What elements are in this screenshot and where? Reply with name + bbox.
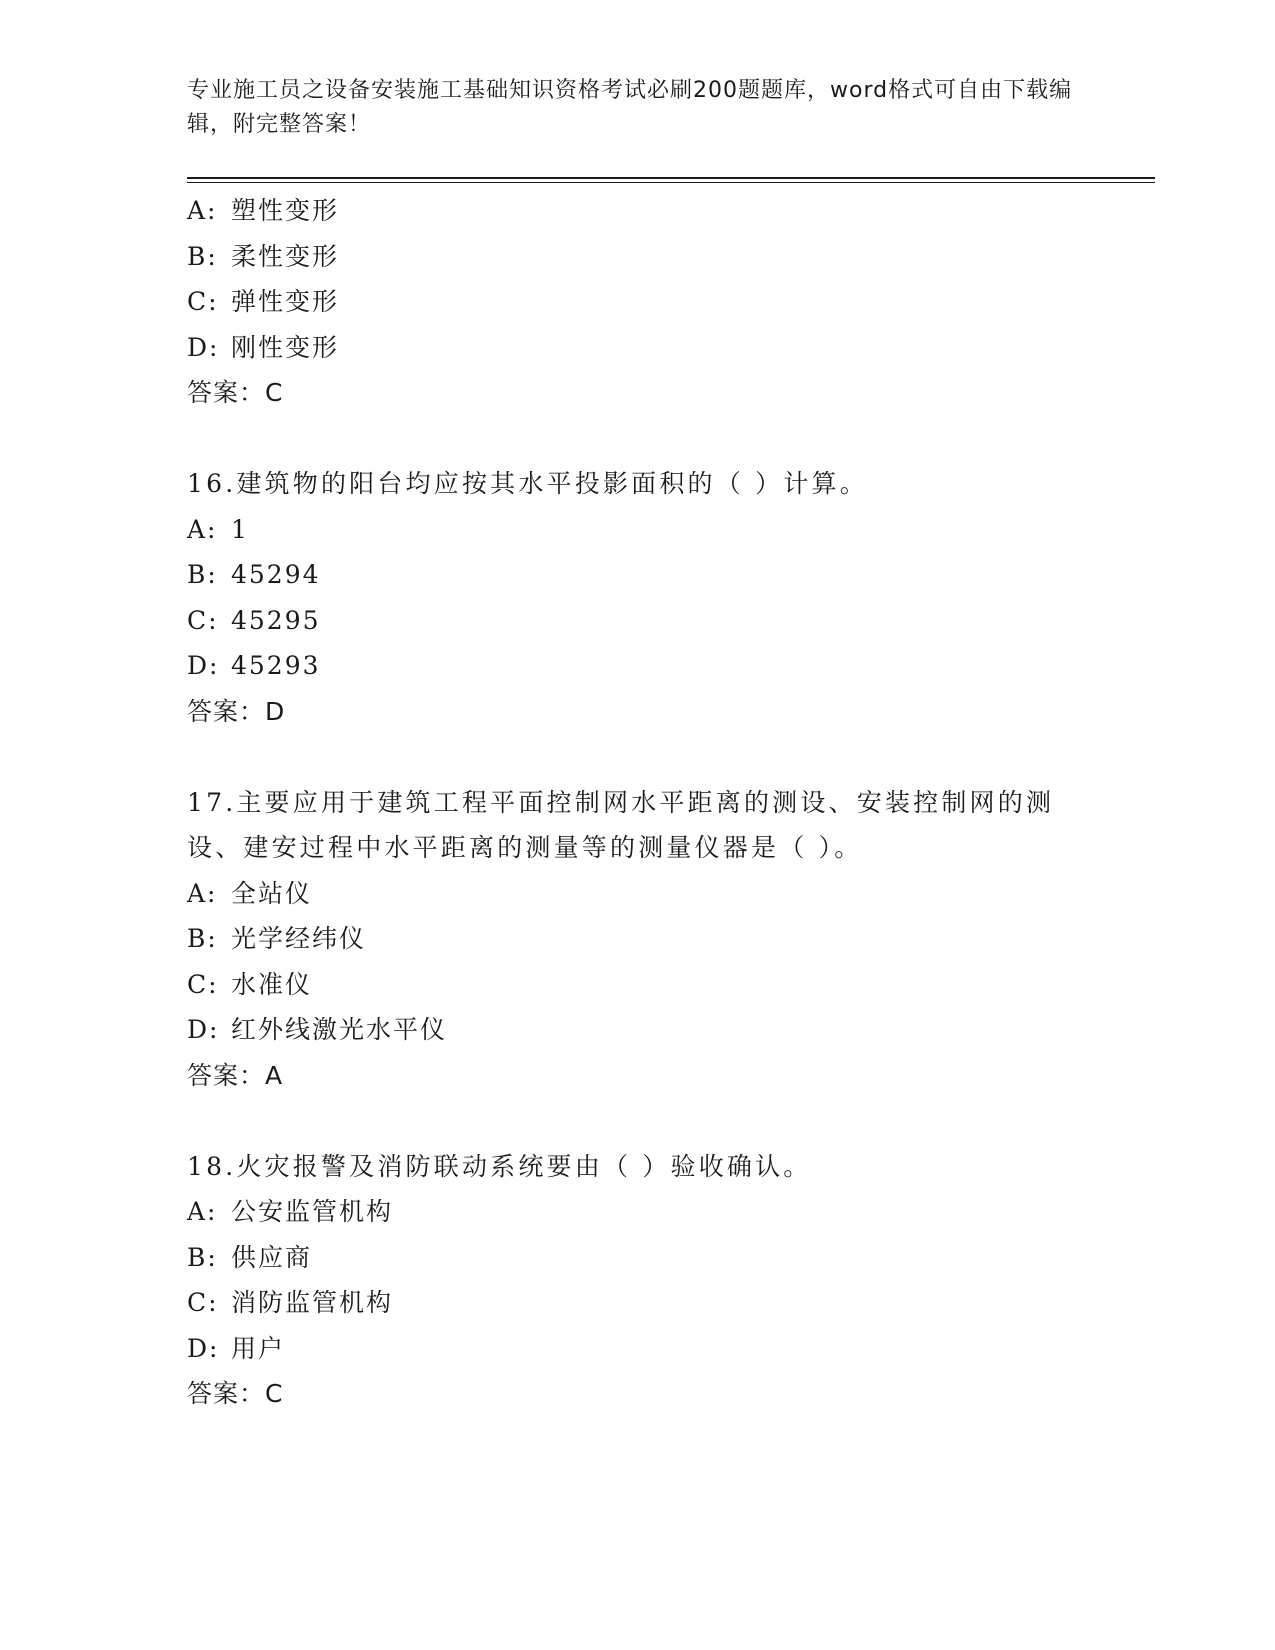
option-a <box>187 1189 1087 1235</box>
option-letter: B: <box>187 924 218 953</box>
question-15 <box>187 188 1087 416</box>
option-d <box>187 325 1087 371</box>
answer-line: 答案：A <box>187 1060 284 1090</box>
header-divider <box>187 177 1155 179</box>
option-a <box>187 871 1087 917</box>
question-list <box>187 188 1087 1417</box>
option-a <box>187 188 1087 234</box>
option-text: 45293 <box>231 651 321 680</box>
question-18 <box>187 1144 1087 1417</box>
option-letter: D: <box>187 332 220 362</box>
option-letter: B: <box>187 560 218 589</box>
answer-line: 答案：C <box>187 1379 284 1408</box>
option-text: 全站仪 <box>231 878 313 908</box>
option-letter: D: <box>187 651 220 680</box>
option-text: 45295 <box>231 605 321 635</box>
option-d <box>187 1326 1087 1372</box>
option-a <box>187 507 1087 553</box>
document-header: 专业施工员之设备安装施工基础知识资格考试必刷200题题库，word格式可自由下载编辑，附完整答案！ <box>187 78 1073 137</box>
option-letter: B: <box>187 1242 218 1272</box>
spacer <box>187 416 1087 462</box>
question-text: 16.建筑物的阳台均应按其水平投影面积的（ ）计算。 <box>187 469 868 498</box>
option-text: 塑性变形 <box>231 196 340 225</box>
option-letter: B: <box>187 241 218 271</box>
option-b <box>187 552 1087 598</box>
option-b <box>187 1235 1087 1281</box>
question-text: 17.主要应用于建筑工程平面控制网水平距离的测设、安装控制网的测设、建安过程中水平距离的测量等的测量仪器是（ ）。 <box>187 787 1055 862</box>
option-letter: C: <box>187 287 219 316</box>
spacer <box>187 734 1087 780</box>
option-letter: A: <box>187 878 218 908</box>
question-text: 18.火灾报警及消防联动系统要由（ ）验收确认。 <box>187 1151 812 1181</box>
option-text: 红外线激光水平仪 <box>231 1015 448 1044</box>
option-text: 消防监管机构 <box>231 1288 394 1317</box>
option-letter: C: <box>187 969 219 999</box>
option-b <box>187 916 1087 962</box>
option-letter: C: <box>187 1288 219 1317</box>
option-text: 1 <box>231 514 249 544</box>
option-text: 刚性变形 <box>231 332 340 362</box>
option-text: 45294 <box>231 560 321 589</box>
option-d <box>187 643 1087 689</box>
option-text: 水准仪 <box>231 969 313 999</box>
option-b <box>187 234 1087 280</box>
option-letter: C: <box>187 605 219 635</box>
answer-line: 答案：D <box>187 696 286 726</box>
option-text: 柔性变形 <box>231 241 340 271</box>
option-letter: A: <box>187 196 218 225</box>
header-divider-thin <box>187 182 1155 183</box>
option-text: 光学经纬仪 <box>231 924 367 953</box>
option-letter: D: <box>187 1333 220 1363</box>
option-text: 弹性变形 <box>231 287 340 316</box>
question-16 <box>187 461 1087 734</box>
option-c <box>187 279 1087 325</box>
option-letter: D: <box>187 1015 220 1044</box>
option-c <box>187 962 1087 1008</box>
answer-line: 答案：C <box>187 378 284 407</box>
spacer <box>187 1098 1087 1144</box>
option-text: 用户 <box>231 1333 286 1363</box>
option-c <box>187 598 1087 644</box>
option-letter: A: <box>187 514 218 544</box>
option-d <box>187 1007 1087 1053</box>
question-17 <box>187 780 1087 1099</box>
option-text: 公安监管机构 <box>231 1197 394 1226</box>
option-c <box>187 1280 1087 1326</box>
option-letter: A: <box>187 1197 218 1226</box>
option-text: 供应商 <box>231 1242 313 1272</box>
